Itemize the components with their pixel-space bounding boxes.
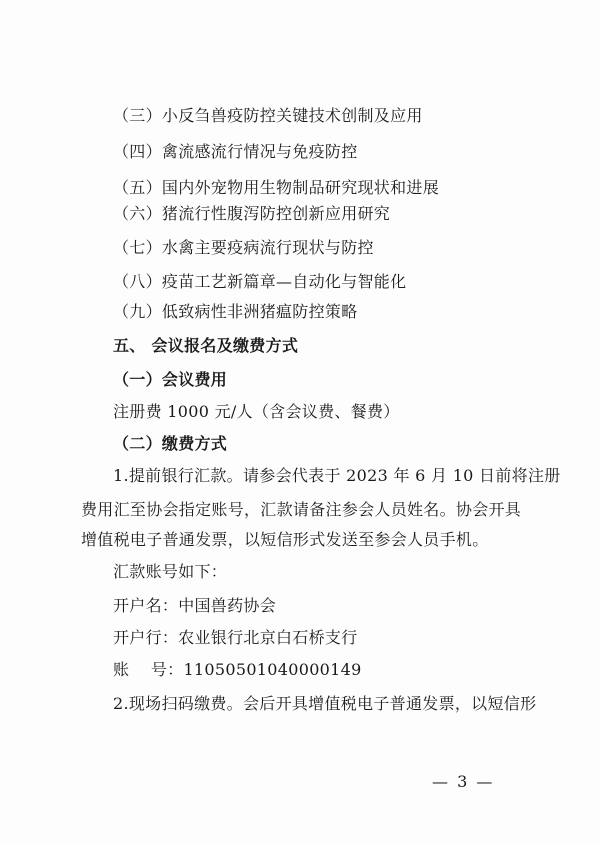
bank-name: 开户行：农业银行北京白石桥支行	[113, 628, 358, 647]
subsection-heading-payment: （二）缴费方式	[113, 434, 228, 453]
fee-text: 注册费 1000 元/人（含会议费、餐费）	[113, 402, 400, 421]
paragraph-line: 增值税电子普通发票，以短信形式发送至参会人员手机。	[81, 530, 489, 549]
account-number: 账 号：11050501040000149	[113, 660, 362, 679]
page-number: — 3 —	[432, 772, 495, 791]
topic-item: （四）禽流感流行情况与免疫防控	[113, 142, 358, 161]
topic-item: （八）疫苗工艺新篇章—自动化与智能化	[113, 272, 407, 291]
topic-item: （七）水禽主要疫病流行现状与防控	[113, 238, 374, 257]
topic-item: （五）国内外宠物用生物制品研究现状和进展	[113, 178, 440, 197]
topic-item: （六）猪流行性腹泻防控创新应用研究	[113, 204, 391, 223]
paragraph-line: 费用汇至协会指定账号，汇款请备注参会人员姓名。协会开具	[81, 500, 522, 519]
subsection-heading-fee: （一）会议费用	[113, 370, 228, 389]
paragraph-line: 2.现场扫码缴费。会后开具增值税电子普通发票，以短信形	[113, 694, 537, 713]
account-intro: 汇款账号如下：	[113, 562, 228, 581]
topic-item: （三）小反刍兽疫防控关键技术创制及应用	[113, 106, 423, 125]
topic-item: （九）低致病性非洲猪瘟防控策略	[113, 302, 358, 321]
account-name: 开户名：中国兽药协会	[113, 596, 277, 615]
section-heading: 五、 会议报名及缴费方式	[113, 336, 299, 355]
paragraph-line: 1.提前银行汇款。请参会代表于 2023 年 6 月 10 日前将注册	[113, 466, 561, 485]
